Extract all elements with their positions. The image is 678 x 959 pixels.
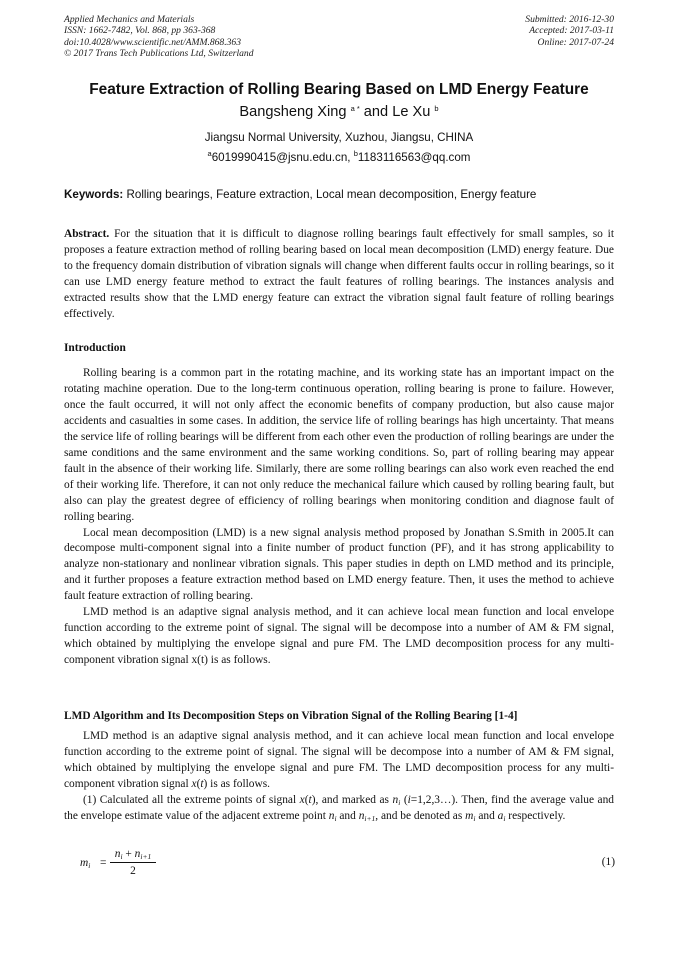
journal-header bbox=[64, 14, 254, 59]
online-date: Online: 2017-07-24 bbox=[537, 36, 614, 48]
dates-header bbox=[525, 14, 614, 48]
abstract bbox=[64, 227, 614, 323]
abstract-label: Abstract. bbox=[64, 228, 110, 240]
email-b: 1183116563@qq.com bbox=[357, 151, 471, 164]
author-2-affil: b bbox=[434, 104, 439, 113]
keywords-text: Rolling bearings, Feature extraction, Local mean decomposition, Energy feature bbox=[123, 188, 537, 201]
fraction-numerator: $n_i + n_{i+1}$ bbox=[114, 848, 152, 861]
doi-line: doi:10.4028/www.scientific.net/AMM.868.363 bbox=[64, 36, 242, 48]
equation-fraction bbox=[110, 848, 156, 877]
author-2: Le Xu bbox=[392, 104, 431, 120]
email-a: 6019990415@jsnu.edu.cn, bbox=[211, 151, 354, 164]
issn-line: ISSN: 1662-7482, Vol. 868, pp 363-368 bbox=[64, 25, 216, 37]
introduction-heading: Introduction bbox=[64, 342, 126, 354]
journal-name: Applied Mechanics and Materials bbox=[64, 14, 195, 25]
copyright-line: © 2017 Trans Tech Publications Ltd, Switzerland bbox=[64, 47, 254, 59]
author-line bbox=[0, 104, 678, 120]
lmd-section-heading: LMD Algorithm and Its Decomposition Steps on Vibration Signal of the Rolling Bearing [1-4] bbox=[64, 710, 518, 722]
affiliation: Jiangsu Normal University, Xuzhou, Jiangsu, CHINA bbox=[204, 131, 474, 144]
keywords bbox=[64, 188, 536, 201]
author-joiner: and bbox=[359, 104, 393, 120]
paper-title: Feature Extraction of Rolling Bearing Based on LMD Energy Feature bbox=[89, 81, 589, 98]
email-line bbox=[0, 151, 678, 164]
equation-equals: = bbox=[100, 857, 107, 869]
fraction-denominator: 2 bbox=[130, 865, 136, 877]
keywords-label: Keywords: bbox=[64, 188, 124, 201]
fraction-bar bbox=[110, 862, 156, 863]
author-1: Bangsheng Xing bbox=[239, 104, 347, 120]
lmd-step-1: (1) Calculated all the extreme points of signal x(t), and marked as $n_i$ (i=1,2,3…). Then, find the average value and the envelope estimate value of the adjacent extreme point $n_i$ and $n_{i+1}$, and be denoted as $m_i$ and $a_i$ respectively. bbox=[64, 793, 614, 823]
abstract-text: For the situation that it is difficult to diagnose rolling bearings fault effectively for small samples, so it proposes a feature extraction method of rolling bearing based on local mean decomposition (LMD) energy feature. Due to the frequency domain distribution of vibration signals will change when different faults occur in rolling bearings, so it can use LMD energy feature method to extract the fault features of rolling bearings. The instances analysis and extracted results show that the LMD energy feature can extract the vibration signal fault feature of rolling bearings effectively. bbox=[64, 228, 614, 320]
accepted-date: Accepted: 2017-03-11 bbox=[529, 25, 614, 37]
email-a-sup: a bbox=[207, 149, 212, 158]
introduction-body bbox=[64, 366, 614, 669]
author-1-affil: a * bbox=[350, 104, 360, 113]
equation-number: (1) bbox=[601, 856, 615, 868]
intro-paragraph-1: Rolling bearing is a common part in the rotating machine, and its working state has an important impact on the rotating machine operation. Due to the long-term continuous operation, rolling bearing is prone to failure. However, once the fault occurred, it will not only affect the economic benefits of company production, but also cause major accidents and casualties in some cases. In addition, the service life of rolling bearings has high uncertainty. That means the service life of rolling bearings will be different from each other even the production of rolling bearings are under the same conditions and the same environment and the same working conditions. So, part of rolling bearing may appear fault in the absence of their working life. Similarly, there are some rolling bearings can also work even reached the end of their working life. Therefore, it can not only reduce the mechanical failure which caused by rolling bearing fault, but also can play the greatest degree of efficiency of rolling bearings when monitoring condition and diagnose fault of rolling bearing. bbox=[64, 367, 614, 523]
intro-paragraph-2: Local mean decomposition (LMD) is a new signal analysis method proposed by Jonathan S.Smith in 2005.It can decompose multi-component signal into a finite number of product function (PF), and it has strong applicability to analyze non-stationary and nonlinear vibration signals. This paper studies in depth on LMD method and its principle, and it further proposes a feature extraction method based on LMD energy feature. Then, it uses the method to achieve fault feature extraction of rolling bearing. bbox=[64, 526, 614, 603]
submitted-date: Submitted: 2016-12-30 bbox=[525, 14, 614, 25]
lmd-paragraph-1: LMD method is an adaptive signal analysis method, and it can achieve local mean function and local envelope function according to the extreme point of signal. The signal will be decompose into a number of AM & FM signal, which obtained by multiplying the envelope signal and pure FM. The LMD decomposition process for any multi-component vibration signal x(t) is as follows. bbox=[64, 730, 614, 790]
intro-paragraph-3: LMD method is an adaptive signal analysis method, and it can achieve local mean function and local envelope function according to the extreme point of signal. The signal will be decompose into a number of AM & FM signal, which obtained by multiplying the envelope signal and pure FM. The LMD decomposition process for any multi-component vibration signal x(t) is as follows. bbox=[64, 606, 614, 667]
equation-lhs: $m_i$ bbox=[80, 857, 91, 870]
lmd-section-body bbox=[64, 729, 614, 825]
equation-1 bbox=[80, 848, 615, 880]
email-b-sup: b bbox=[353, 149, 358, 158]
